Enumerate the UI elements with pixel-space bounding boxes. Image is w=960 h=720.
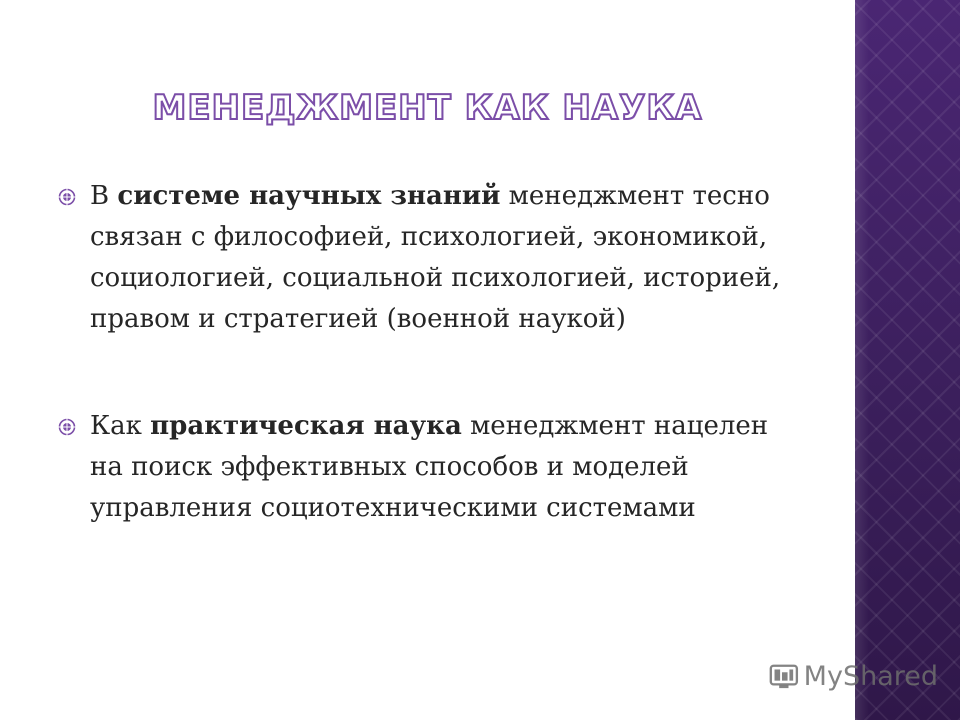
myshared-logo-icon (768, 659, 800, 693)
bullet-item (58, 406, 788, 529)
watermark-text: MyShared (803, 660, 938, 692)
bullet-text-2a: Как (90, 411, 151, 441)
circle-target-bullet-icon (58, 188, 76, 206)
bullet-text-1b-bold: системе научных знаний (117, 181, 501, 211)
bullet-text-1a: В (90, 181, 118, 211)
bullet-text-1c: менеджмент тесно связан с философией, психологией, экономикой, социологией, социальной психологией, историей, правом и стратегией (военной наукой) (90, 181, 781, 334)
bullet-text-2c: менеджмент нацелен на поиск эффективных способов и моделей управления социотехническими системами (90, 411, 769, 523)
myshared-watermark (768, 656, 938, 696)
side-decoration-panel (855, 0, 960, 720)
slide-title: МЕНЕДЖМЕНТ КАК НАУКА (152, 88, 703, 128)
bullet-item (58, 176, 788, 340)
bullet-list (58, 176, 788, 529)
bullet-text-2b-bold: практическая наука (150, 411, 462, 441)
circle-target-bullet-icon (58, 418, 76, 436)
